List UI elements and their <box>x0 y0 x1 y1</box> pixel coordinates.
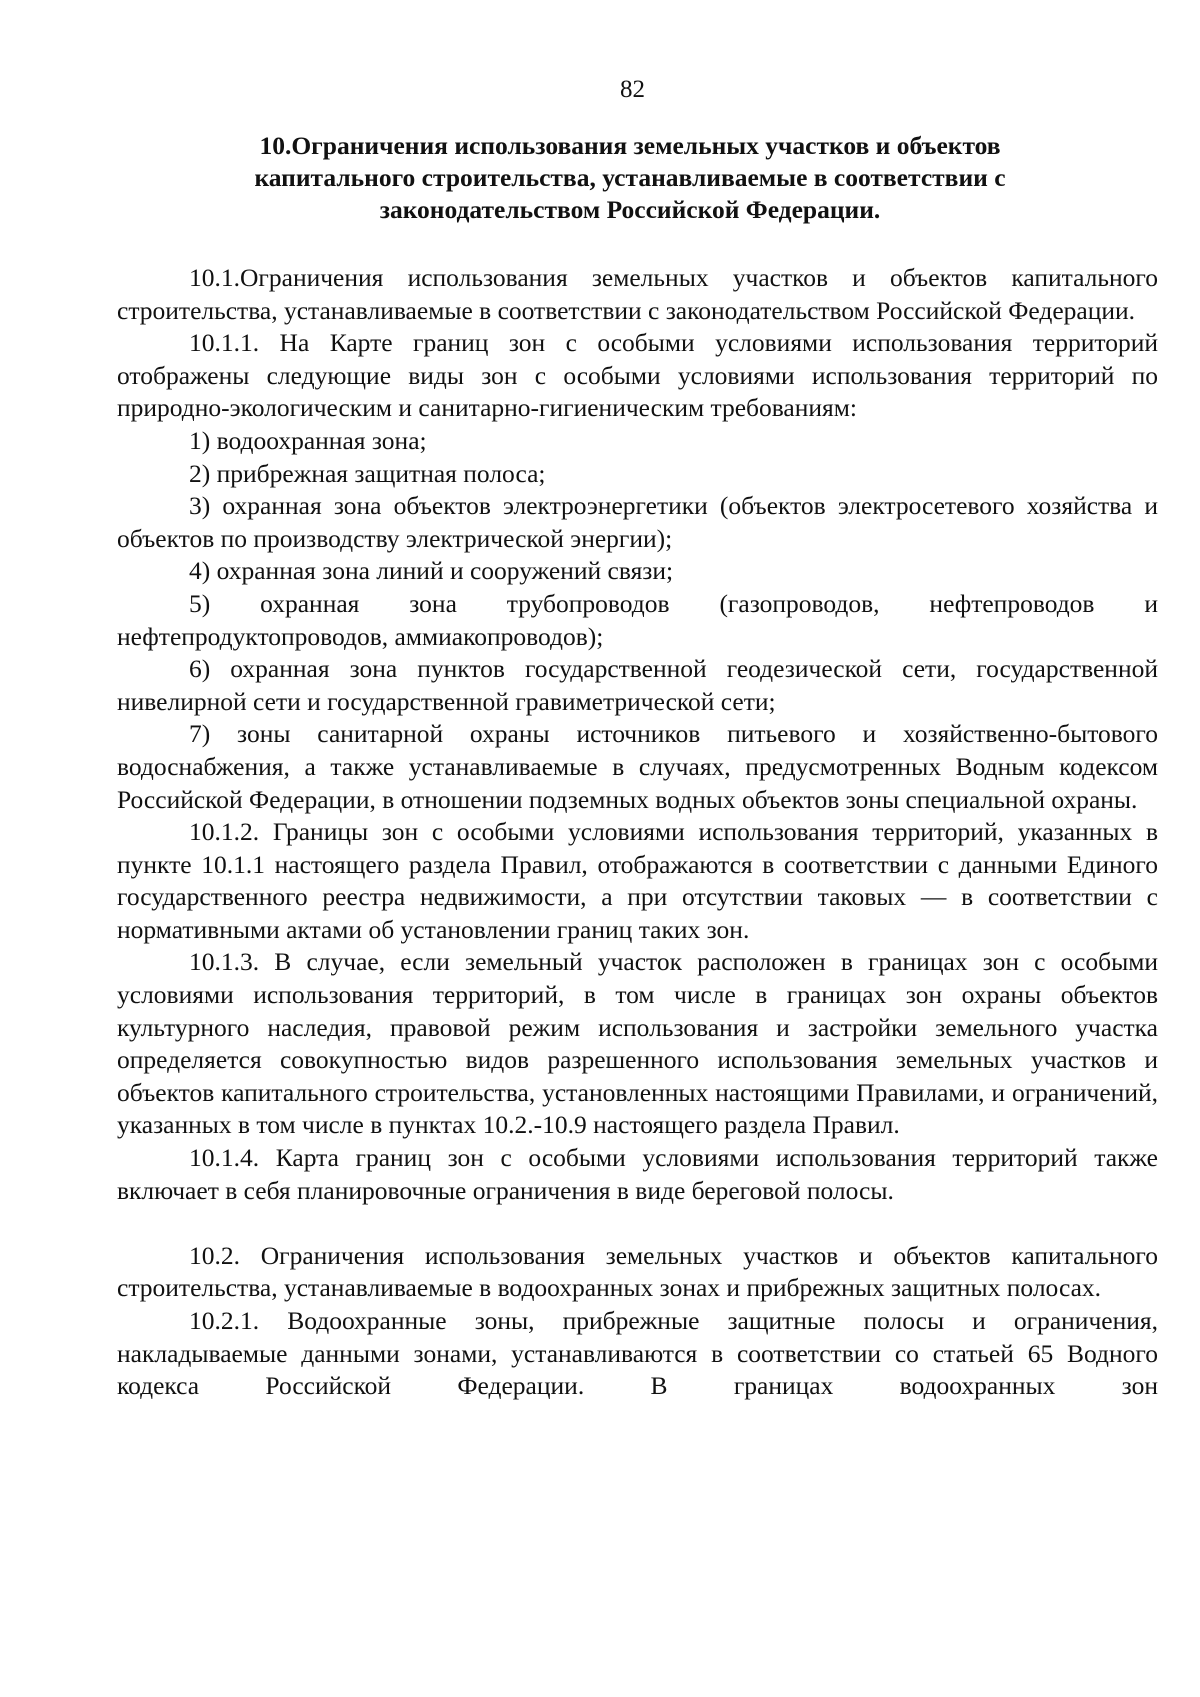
section-heading <box>180 130 1080 226</box>
body-text <box>117 262 1158 1403</box>
list-item-7: 7) зоны санитарной охраны источников питьевого и хозяйственно-бытового водоснабжения, а также устанавливаемые в случаях, предусмотренных Водным кодексом Российской Федерации, в отношении подземных водных объектов зоны специальной охраны. <box>117 719 1158 814</box>
paragraph-10-1-1: 10.1.1. На Карте границ зон с особыми условиями использования территорий отображены следующие виды зон с особыми условиями использования территорий по природно-экологическим и санитарно-гигиеническим требованиям: <box>117 328 1158 423</box>
heading-line: 10.Ограничения использования земельных участков и объектов <box>259 131 1001 160</box>
list-item-1: 1) водоохранная зона; <box>189 425 427 455</box>
paragraph-10-1-4: 10.1.4. Карта границ зон с особыми условиями использования территорий также включает в себя планировочные ограничения в виде береговой полосы. <box>117 1143 1158 1205</box>
paragraph-10-1-2: 10.1.2. Границы зон с особыми условиями использования территорий, указанных в пункте 10.1.1 настоящего раздела Правил, отображаются в соответствии с данными Единого государственного реестра недвижимости, а при отсутствии таковых — в соответствии с нормативными актами об установлении границ таких зон. <box>117 817 1158 944</box>
paragraph-10-2-1: 10.2.1. Водоохранные зоны, прибрежные защитные полосы и ограничения, накладываемые данными зонами, устанавливаются в соответствии со статьей 65 Водного кодекса Российской Федерации. В границах водоохранных зон <box>117 1306 1158 1401</box>
paragraph-gap <box>117 1207 1158 1240</box>
page-number: 82 <box>620 76 645 103</box>
list-item-6: 6) охранная зона пунктов государственной геодезической сети, государственной нивелирной сети и государственной гравиметрической сети; <box>117 654 1158 716</box>
list-item-3: 3) охранная зона объектов электроэнергетики (объектов электросетевого хозяйства и объектов по производству электрической энергии); <box>117 491 1158 553</box>
heading-line: законодательством Российской Федерации. <box>379 195 881 224</box>
paragraph-10-2: 10.2. Ограничения использования земельных участков и объектов капитального строительства, устанавливаемые в водоохранных зонах и прибрежных защитных полосах. <box>117 1240 1158 1303</box>
heading-line: капитального строительства, устанавливаемые в соответствии с <box>254 163 1006 192</box>
paragraph-10-1: 10.1.Ограничения использования земельных участков и объектов капитального строительства, устанавливаемые в соответствии с законодательством Российской Федерации. <box>117 263 1158 325</box>
paragraph-10-1-3: 10.1.3. В случае, если земельный участок расположен в границах зон с особыми условиями использования территорий, в том числе в границах зон охраны объектов культурного наследия, правовой режим использования и застройки земельного участка определяется совокупностью видов разрешенного использования земельных участков и объектов капитального строительства, установленных настоящими Правилами, и ограничений, указанных в том числе в пунктах 10.2.-10.9 настоящего раздела Правил. <box>117 947 1158 1140</box>
list-item-5: 5) охранная зона трубопроводов (газопроводов, нефтепроводов и нефтепродуктопроводов, аммиакопроводов); <box>117 588 1158 651</box>
list-item-4: 4) охранная зона линий и сооружений связи; <box>189 556 674 586</box>
list-item-2: 2) прибрежная защитная полоса; <box>189 458 546 488</box>
